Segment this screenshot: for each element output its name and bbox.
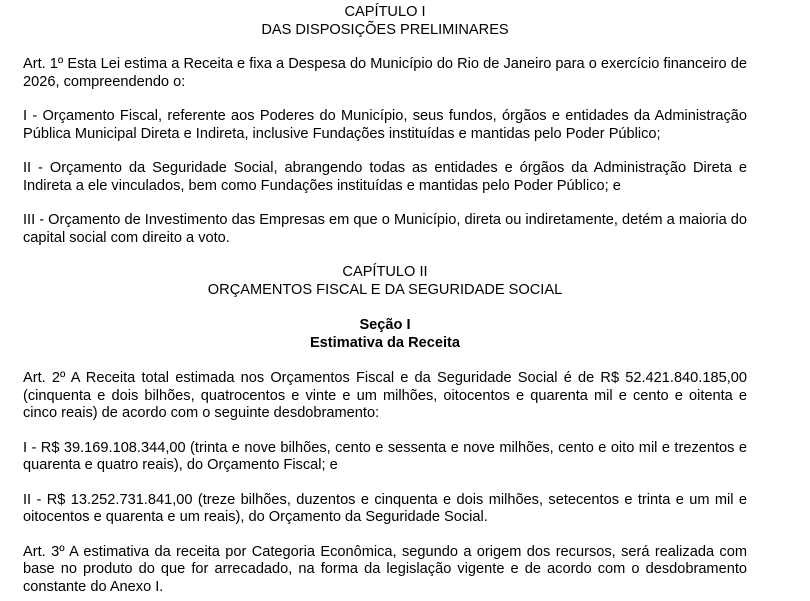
- article-2-item-2: II - R$ 13.252.731.841,00 (treze bilhões, duzentos e cinquenta e dois milhões, setecentos e trinta e um mil e oitocentos e quarenta e um reais), do Orçamento da Seguridade Social.: [23, 491, 747, 525]
- article-1-item-2: II - Orçamento da Seguridade Social, abrangendo todas as entidades e órgãos da Administração Direta e Indireta a ele vinculados, bem como Fundações instituídas e mantidas pelo Poder Público; e: [23, 160, 747, 194]
- chapter-1-title: DAS DISPOSIÇÕES PRELIMINARES: [261, 21, 509, 38]
- chapter-2-header: [23, 264, 747, 299]
- article-1-item-1: I - Orçamento Fiscal, referente aos Poderes do Município, seus fundos, órgãos e entidades da Administração Pública Municipal Direta e Indireta, inclusive Fundações instituídas e mantidas pelo Poder Público;: [23, 108, 747, 142]
- chapter-2-title: ORÇAMENTOS FISCAL E DA SEGURIDADE SOCIAL: [207, 281, 563, 298]
- article-2: Art. 2º A Receita total estimada nos Orçamentos Fiscal e da Seguridade Social é de R$ 52.421.840.185,00 (cinquenta e dois bilhões, quatrocentos e vinte e um milhões, oitocentos e quarenta mil e cento e oitenta e cinco reais) de acordo com o seguinte desdobramento:: [23, 370, 747, 421]
- section-1-header: [23, 317, 747, 352]
- article-1-item-3: III - Orçamento de Investimento das Empresas em que o Município, direta ou indiretamente, detém a maioria do capital social com direito a voto.: [23, 212, 747, 246]
- section-1-heading: Seção I: [359, 317, 411, 333]
- chapter-1-header: [23, 4, 747, 39]
- article-2-item-1: I - R$ 39.169.108.344,00 (trinta e nove bilhões, cento e sessenta e nove milhões, cento e oito mil e trezentos e quarenta e quatro reais), do Orçamento Fiscal; e: [23, 439, 747, 473]
- document-body: [23, 4, 747, 596]
- chapter-2-heading: CAPÍTULO II: [342, 264, 428, 280]
- article-3: Art. 3º A estimativa da receita por Categoria Econômica, segundo a origem dos recursos, será realizada com base no produto do que for arrecadado, na forma da legislação vigente e de acordo com o desdobramento constante do Anexo I.: [23, 543, 747, 595]
- chapter-1-heading: CAPÍTULO I: [344, 4, 426, 20]
- article-1: Art. 1º Esta Lei estima a Receita e fixa a Despesa do Município do Rio de Janeiro para o exercício financeiro de 2026, compreendendo o:: [23, 56, 747, 90]
- section-1-title: Estimativa da Receita: [309, 334, 461, 351]
